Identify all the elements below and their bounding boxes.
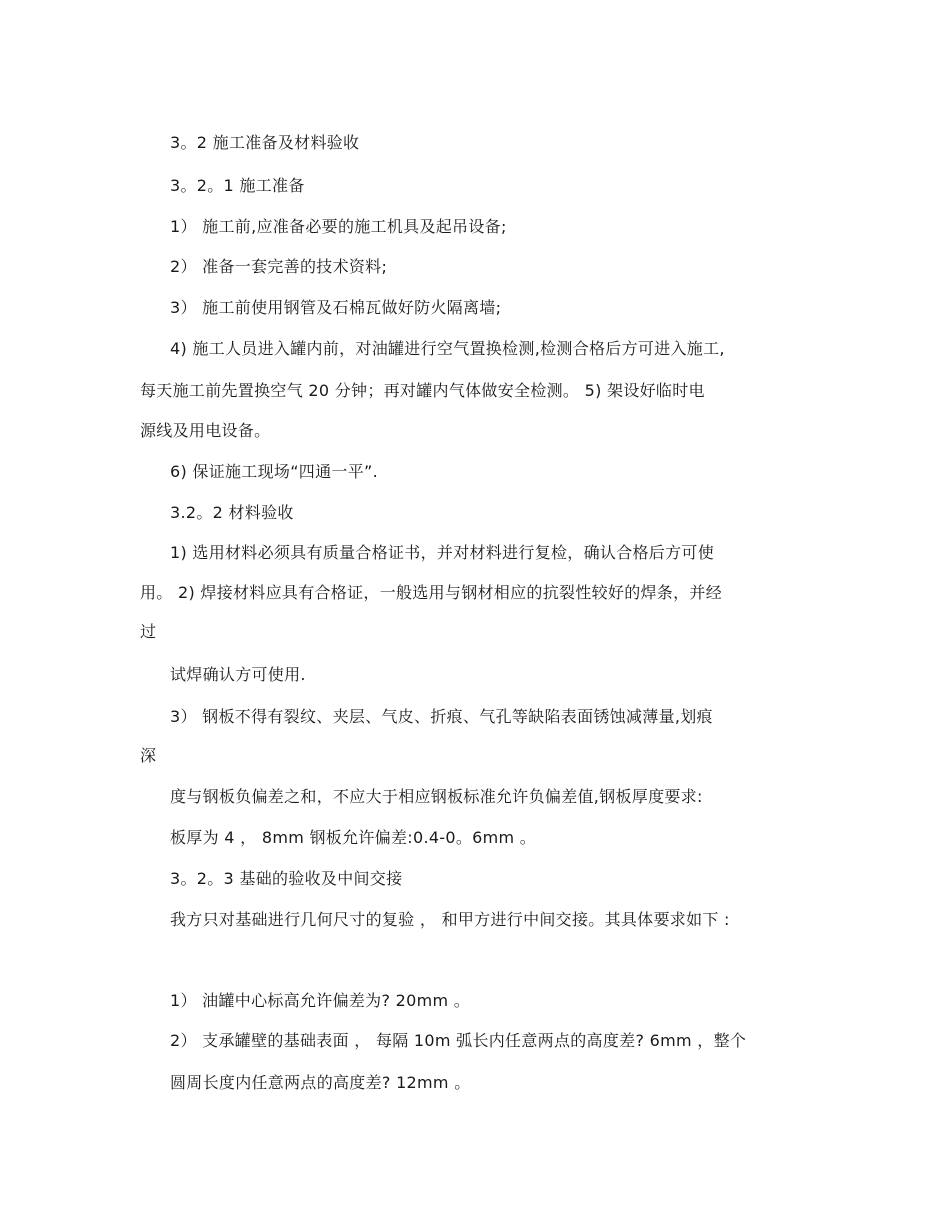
- paragraph-line: 6) 保证施工现场“四通一平”.: [170, 462, 378, 481]
- subsection-heading-3-2-1: 3。2。1 施工准备: [170, 176, 305, 195]
- paragraph-line: 1) 选用材料必须具有质量合格证书，并对材料进行复检，确认合格后方可使: [170, 543, 715, 562]
- paragraph-line: 圆周长度内任意两点的高度差? 12mm 。: [170, 1073, 471, 1092]
- paragraph-line: 试焊确认方可使用.: [170, 665, 306, 684]
- section-heading-3-2: 3。2 施工准备及材料验收: [170, 133, 360, 152]
- paragraph-line: 我方只对基础进行几何尺寸的复验 ， 和甲方进行中间交接。其具体要求如下 :: [170, 910, 730, 929]
- paragraph-line: 3） 钢板不得有裂纹、夹层、气皮、折痕、气孔等缺陷表面锈蚀减薄量,划痕: [170, 707, 713, 726]
- paragraph-line: 4) 施工人员进入罐内前，对油罐进行空气置换检测,检测合格后方可进入施工,: [170, 339, 725, 358]
- paragraph-line: 过: [140, 622, 157, 641]
- paragraph-line: 1） 油罐中心标高允许偏差为? 20mm 。: [170, 991, 471, 1010]
- subsection-heading-3-2-2: 3.2。2 材料验收: [170, 503, 294, 522]
- paragraph-line: 每天施工前先置换空气 20 分钟；再对罐内气体做安全检测。 5) 架设好临时电: [140, 381, 705, 400]
- paragraph-line: 2） 准备一套完善的技术资料;: [170, 257, 388, 276]
- paragraph-line: 深: [140, 746, 157, 765]
- paragraph-line: 板厚为 4 ， 8mm 钢板允许偏差:0.4-0。6mm 。: [170, 828, 537, 847]
- subsection-heading-3-2-3: 3。2。3 基础的验收及中间交接: [170, 869, 403, 888]
- paragraph-line: 3） 施工前使用钢管及石棉瓦做好防火隔离墙;: [170, 298, 502, 317]
- paragraph-line: 用。 2) 焊接材料应具有合格证，一般选用与钢材相应的抗裂性较好的焊条，并经: [140, 583, 722, 602]
- paragraph-line: 1） 施工前,应准备必要的施工机具及起吊设备;: [170, 217, 507, 236]
- paragraph-line: 度与钢板负偏差之和，不应大于相应钢板标准允许负偏差值,钢板厚度要求:: [170, 787, 703, 806]
- paragraph-line: 2） 支承罐壁的基础表面 ， 每隔 10m 弧长内任意两点的高度差? 6mm ，整个: [170, 1031, 747, 1050]
- paragraph-line: 源线及用电设备。: [140, 421, 271, 440]
